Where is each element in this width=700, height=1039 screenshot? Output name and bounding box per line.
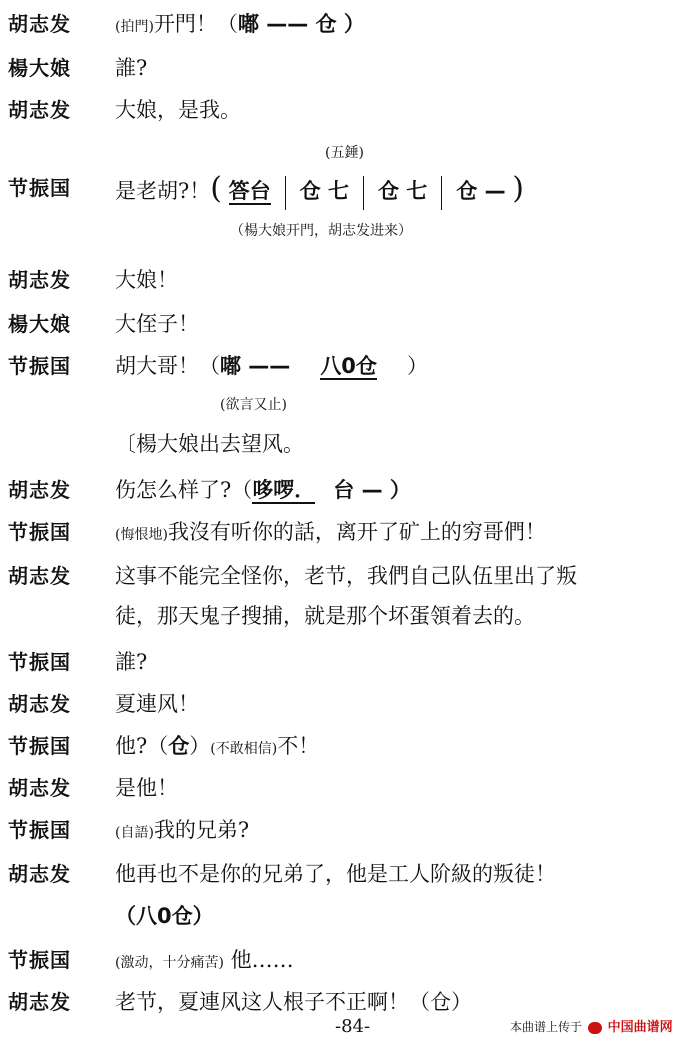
dialogue-text: 夏連风！ <box>115 692 199 716</box>
upload-credit <box>510 1016 673 1035</box>
dialogue-text: 我沒有听你的話，离开了矿上的穷哥們！ <box>167 520 546 544</box>
site-logo-icon <box>588 1022 602 1034</box>
percussion-notation: 答台 <box>228 179 271 203</box>
speaker-name: 胡志发 <box>8 776 71 800</box>
percussion-notation: 哆啰． <box>252 478 316 502</box>
speaker-name: 节振国 <box>8 734 71 758</box>
speaker-name: 节振国 <box>8 818 71 842</box>
speaker-name: 胡志发 <box>8 12 71 36</box>
dialogue-text: 徒，那天鬼子搜捕，就是那个坏蛋領着去的。 <box>115 604 535 628</box>
bar-line <box>285 176 286 210</box>
close-paren: ） <box>189 734 211 758</box>
dialogue-text: 誰? <box>115 56 148 80</box>
dialogue-line <box>115 8 365 38</box>
speaker-name: 节振国 <box>8 176 71 200</box>
percussion-label: (五錘) <box>325 145 364 161</box>
dialogue-text: 誰? <box>115 650 148 674</box>
dialogue-text: 他?（ <box>115 734 169 758</box>
percussion-notation: 仓 — <box>456 179 506 203</box>
dialogue-line <box>115 730 319 760</box>
dialogue-text: 不！ <box>277 734 320 758</box>
dialogue-text: 这事不能完全怪你，老节，我們自己队伍里出了叛 <box>115 564 577 588</box>
dialogue-text: 胡大哥！（ <box>115 354 220 378</box>
bar-line <box>441 176 442 210</box>
percussion-notation: 嘟 —— 仓 ） <box>237 12 365 36</box>
speaker-name: 胡志发 <box>8 990 71 1014</box>
site-name[interactable]: 中国曲谱网 <box>607 1020 673 1035</box>
dialogue-text: 是他！ <box>115 776 178 800</box>
dialogue-text: 大娘！ <box>115 268 178 292</box>
dialogue-line <box>115 944 294 974</box>
percussion-notation: （八0仓） <box>115 904 214 928</box>
speaker-name: 胡志发 <box>8 478 71 502</box>
dialogue-line <box>115 814 249 844</box>
dialogue-text: 大侄子！ <box>115 312 199 336</box>
dialogue-text: 伤怎么样了?（ <box>115 478 253 502</box>
percussion-notation: 仓 七 <box>377 179 428 203</box>
dialogue-line <box>115 350 428 380</box>
percussion-notation: 仓 七 <box>299 179 349 203</box>
dialogue-text: 大娘，是我。 <box>115 98 241 122</box>
percussion-notation: 仓 <box>168 734 190 758</box>
stage-direction: (自語) <box>115 825 154 841</box>
speaker-name: 楊大娘 <box>8 56 71 80</box>
stage-direction: (欲言又止) <box>220 397 287 413</box>
speaker-name: 胡志发 <box>8 862 71 886</box>
speaker-name: 节振国 <box>8 650 71 674</box>
stage-direction: （楊大娘开門，胡志发进来） <box>230 223 412 239</box>
close-paren: ） <box>406 354 428 378</box>
close-paren: ) <box>512 171 525 206</box>
stage-direction: (激动，十分痛苦) <box>115 955 224 971</box>
stage-direction: (拍門) <box>115 19 154 35</box>
dialogue-line <box>115 474 411 504</box>
percussion-notation: 嘟 —— <box>220 354 291 378</box>
speaker-name: 节振国 <box>8 354 71 378</box>
speaker-name: 胡志发 <box>8 692 71 716</box>
credit-text: 本曲谱上传于 <box>510 1020 583 1034</box>
speaker-name: 胡志发 <box>8 268 71 292</box>
dialogue-text: 我的兄弟? <box>153 818 250 842</box>
speaker-name: 楊大娘 <box>8 312 71 336</box>
percussion-notation: 八0仓 <box>320 354 377 378</box>
percussion-notation: 台 — ） <box>333 478 411 502</box>
speaker-name: 胡志发 <box>8 564 71 588</box>
dialogue-text: 他…… <box>230 948 294 972</box>
dialogue-line <box>115 171 525 210</box>
page-number: -84- <box>335 1016 371 1037</box>
speaker-name: 胡志发 <box>8 98 71 122</box>
dialogue-line <box>115 516 546 546</box>
stage-direction: 〔楊大娘出去望风。 <box>115 432 304 456</box>
stage-direction: (不敢相信) <box>210 741 278 757</box>
dialogue-text: 他再也不是你的兄弟了，他是工人阶級的叛徒！ <box>115 862 556 886</box>
bar-line <box>363 176 364 210</box>
dialogue-text: 老节，夏連风这人根子不正啊！（仓） <box>115 990 472 1014</box>
stage-direction: (悔恨地) <box>115 527 168 543</box>
speaker-name: 节振国 <box>8 520 71 544</box>
open-paren: ( <box>210 171 222 206</box>
dialogue-text: 开門！（ <box>153 12 238 36</box>
dialogue-text: 是老胡?！ <box>115 179 211 203</box>
speaker-name: 节振国 <box>8 948 71 972</box>
